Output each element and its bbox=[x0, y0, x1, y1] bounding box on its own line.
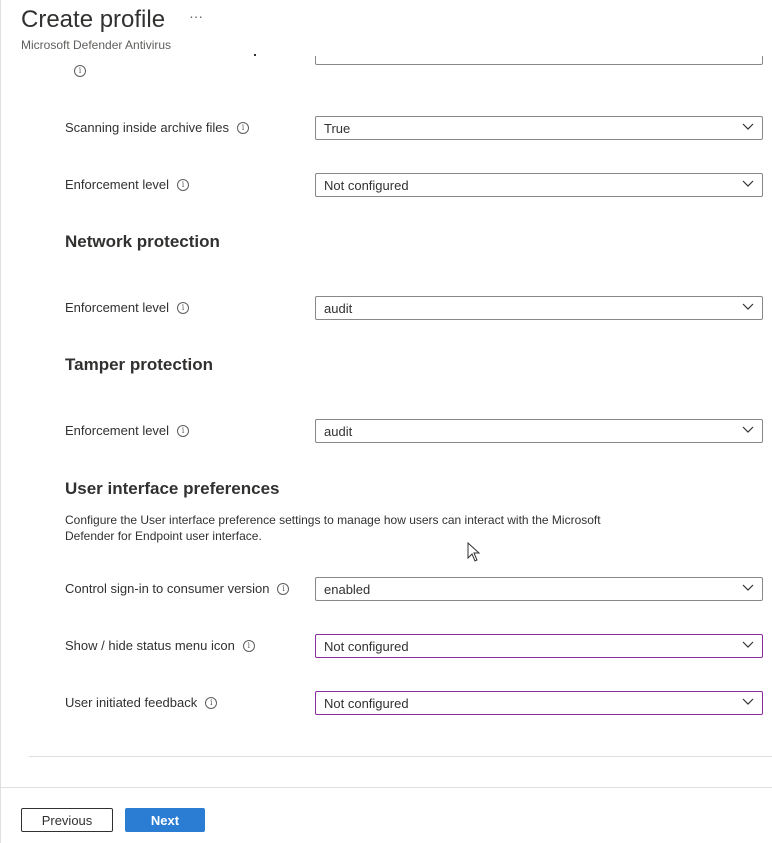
section-description: Configure the User interface preference settings to manage how users can interact with the Microsoft Defender for Endpoint user interface. bbox=[65, 513, 601, 543]
setting-label-text: User initiated feedback bbox=[65, 695, 198, 710]
dropdown-value: Not configured bbox=[324, 696, 409, 711]
setting-row-av-enforcement bbox=[65, 173, 763, 197]
setting-row-archive-scanning bbox=[65, 116, 763, 140]
setting-label-text: Enforcement level bbox=[65, 300, 170, 315]
section-title-ui-preferences: User interface preferences bbox=[65, 479, 280, 498]
partial-dropdown[interactable] bbox=[315, 56, 763, 65]
setting-label-text: Enforcement level bbox=[65, 423, 170, 438]
info-icon[interactable]: i bbox=[177, 302, 189, 314]
setting-label bbox=[65, 638, 255, 653]
more-options-icon[interactable]: ··· bbox=[189, 8, 204, 24]
setting-row-network-enforcement bbox=[65, 296, 763, 320]
page-subtitle: Microsoft Defender Antivirus bbox=[21, 38, 172, 52]
dropdown-value: Not configured bbox=[324, 178, 409, 193]
content-divider bbox=[29, 756, 772, 757]
setting-label-text: Enforcement level bbox=[65, 177, 170, 192]
chevron-down-icon bbox=[742, 303, 754, 311]
footer-divider bbox=[1, 787, 772, 788]
setting-row-user-feedback bbox=[65, 691, 763, 715]
setting-label-text: Show / hide status menu icon bbox=[65, 638, 235, 653]
info-icon[interactable]: i bbox=[177, 425, 189, 437]
mouse-cursor-icon bbox=[467, 542, 481, 562]
setting-label bbox=[65, 120, 249, 135]
dropdown-value: Not configured bbox=[324, 639, 409, 654]
user-feedback-dropdown[interactable] bbox=[315, 691, 763, 715]
setting-row-tamper-enforcement bbox=[65, 419, 763, 443]
setting-label bbox=[65, 695, 217, 710]
chevron-down-icon bbox=[742, 180, 754, 188]
setting-label bbox=[65, 423, 189, 438]
info-icon[interactable]: i bbox=[205, 697, 217, 709]
network-enforcement-dropdown[interactable] bbox=[315, 296, 763, 320]
section-title-network-protection: Network protection bbox=[65, 232, 220, 251]
info-icon[interactable]: i bbox=[177, 179, 189, 191]
chevron-down-icon bbox=[742, 698, 754, 706]
chevron-down-icon bbox=[742, 426, 754, 434]
info-icon[interactable]: i bbox=[237, 122, 249, 134]
info-icon[interactable]: i bbox=[277, 583, 289, 595]
archive-scanning-dropdown[interactable] bbox=[315, 116, 763, 140]
setting-label bbox=[65, 177, 189, 192]
consumer-signin-dropdown[interactable] bbox=[315, 577, 763, 601]
chevron-down-icon bbox=[742, 641, 754, 649]
setting-label bbox=[65, 581, 289, 596]
next-button[interactable]: Next bbox=[125, 808, 205, 832]
section-title-tamper-protection: Tamper protection bbox=[65, 355, 213, 374]
setting-label-text: Control sign-in to consumer version bbox=[65, 581, 270, 596]
chevron-down-icon bbox=[742, 584, 754, 592]
dropdown-value: audit bbox=[324, 424, 353, 439]
dropdown-value: audit bbox=[324, 301, 353, 316]
setting-row-consumer-signin bbox=[65, 577, 763, 601]
settings-content bbox=[1, 0, 772, 843]
setting-label-text: Scanning inside archive files bbox=[65, 120, 230, 135]
dropdown-value: enabled bbox=[324, 582, 371, 597]
status-menu-icon-dropdown[interactable] bbox=[315, 634, 763, 658]
chevron-down-icon bbox=[742, 123, 754, 131]
page-title: Create profile bbox=[21, 6, 166, 33]
setting-row-status-menu-icon bbox=[65, 634, 763, 658]
previous-button[interactable]: Previous bbox=[21, 808, 113, 832]
dropdown-value: True bbox=[324, 121, 351, 136]
setting-label bbox=[65, 300, 189, 315]
info-icon[interactable]: i bbox=[74, 65, 86, 77]
cut-off-label-fragment bbox=[254, 54, 256, 56]
info-icon[interactable]: i bbox=[243, 640, 255, 652]
av-enforcement-dropdown[interactable] bbox=[315, 173, 763, 197]
tamper-enforcement-dropdown[interactable] bbox=[315, 419, 763, 443]
